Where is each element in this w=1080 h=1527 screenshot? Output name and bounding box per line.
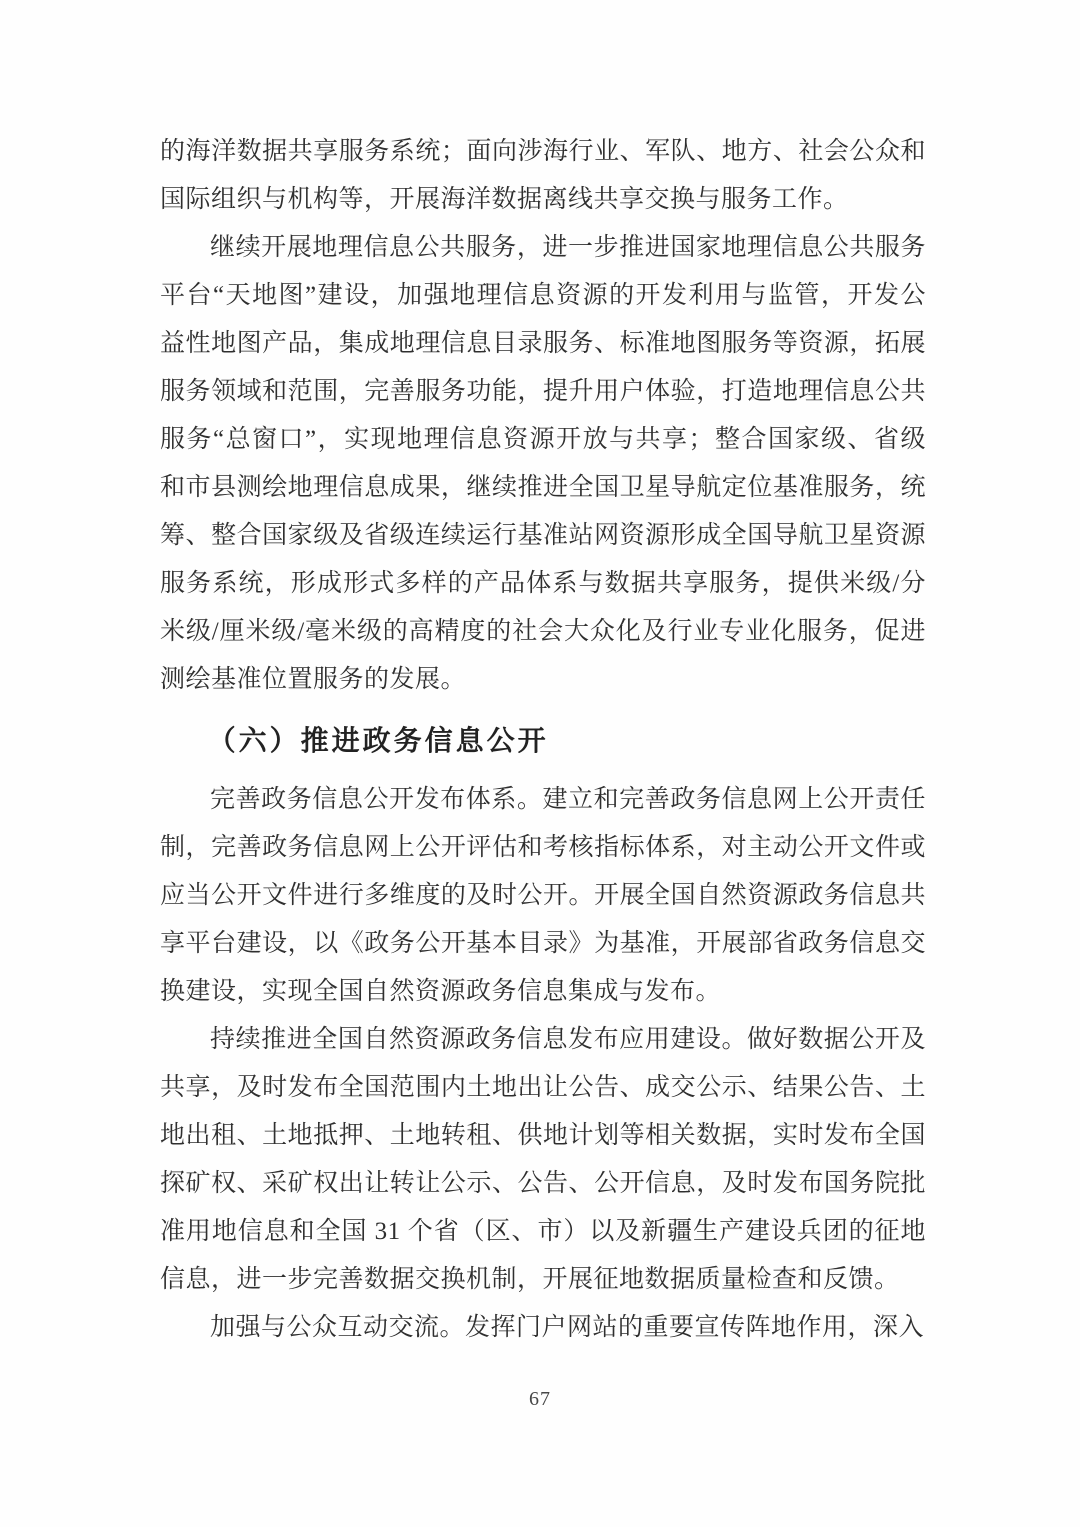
paragraph <box>160 1016 926 1304</box>
text-line: 和市县测绘地理信息成果，继续推进全国卫星导航定位基准服务，统 <box>160 474 926 501</box>
text-line: 享平台建设，以《政务公开基本目录》为基准，开展部省政务信息交 <box>160 930 926 957</box>
text-line: 继续开展地理信息公共服务，进一步推进国家地理信息公共服务 <box>210 234 926 261</box>
text-line: 米级/厘米级/毫米级的高精度的社会大众化及行业专业化服务，促进 <box>160 618 926 645</box>
paragraph <box>160 224 926 704</box>
text-line: 服务领域和范围，完善服务功能，提升用户体验，打造地理信息公共 <box>160 378 926 405</box>
text-line: 益性地图产品，集成地理信息目录服务、标准地图服务等资源，拓展 <box>160 330 926 357</box>
section-heading: （六）推进政务信息公开 <box>207 725 549 756</box>
page-number: 67 <box>529 1388 551 1410</box>
paragraph <box>160 776 926 1016</box>
text-column <box>160 128 926 1352</box>
text-line: 持续推进全国自然资源政务信息发布应用建设。做好数据公开及 <box>210 1026 926 1053</box>
text-line: 完善政务信息公开发布体系。建立和完善政务信息网上公开责任 <box>210 786 926 813</box>
text-line: 服务系统，形成形式多样的产品体系与数据共享服务，提供米级/分 <box>160 570 926 597</box>
paragraph <box>160 128 926 224</box>
text-line: 国际组织与机构等，开展海洋数据离线共享交换与服务工作。 <box>160 186 849 213</box>
text-line: 制，完善政务信息网上公开评估和考核指标体系，对主动公开文件或 <box>160 834 926 861</box>
text-line: 换建设，实现全国自然资源政务信息集成与发布。 <box>160 978 722 1005</box>
text-line: 地出租、土地抵押、土地转租、供地计划等相关数据，实时发布全国 <box>160 1122 926 1149</box>
text-line: 探矿权、采矿权出让转让公示、公告、公开信息，及时发布国务院批 <box>160 1170 926 1197</box>
text-line: 准用地信息和全国 31 个省（区、市）以及新疆生产建设兵团的征地 <box>160 1218 926 1245</box>
text-line: 信息，进一步完善数据交换机制，开展征地数据质量检查和反馈。 <box>160 1266 900 1293</box>
paragraph <box>160 1304 926 1352</box>
text-line: 筹、整合国家级及省级连续运行基准站网资源形成全国导航卫星资源 <box>160 522 926 549</box>
text-line: 的海洋数据共享服务系统；面向涉海行业、军队、地方、社会公众和 <box>160 138 926 165</box>
text-line: 测绘基准位置服务的发展。 <box>160 666 467 693</box>
text-line: 加强与公众互动交流。发挥门户网站的重要宣传阵地作用，深入 <box>210 1314 925 1341</box>
text-line: 平台“天地图”建设，加强地理信息资源的开发利用与监管，开发公 <box>160 282 926 309</box>
text-line: 服务“总窗口”，实现地理信息资源开放与共享；整合国家级、省级 <box>160 426 926 453</box>
text-line: 应当公开文件进行多维度的及时公开。开展全国自然资源政务信息共 <box>160 882 926 909</box>
text-line: 共享，及时发布全国范围内土地出让公告、成交公示、结果公告、土 <box>160 1074 926 1101</box>
